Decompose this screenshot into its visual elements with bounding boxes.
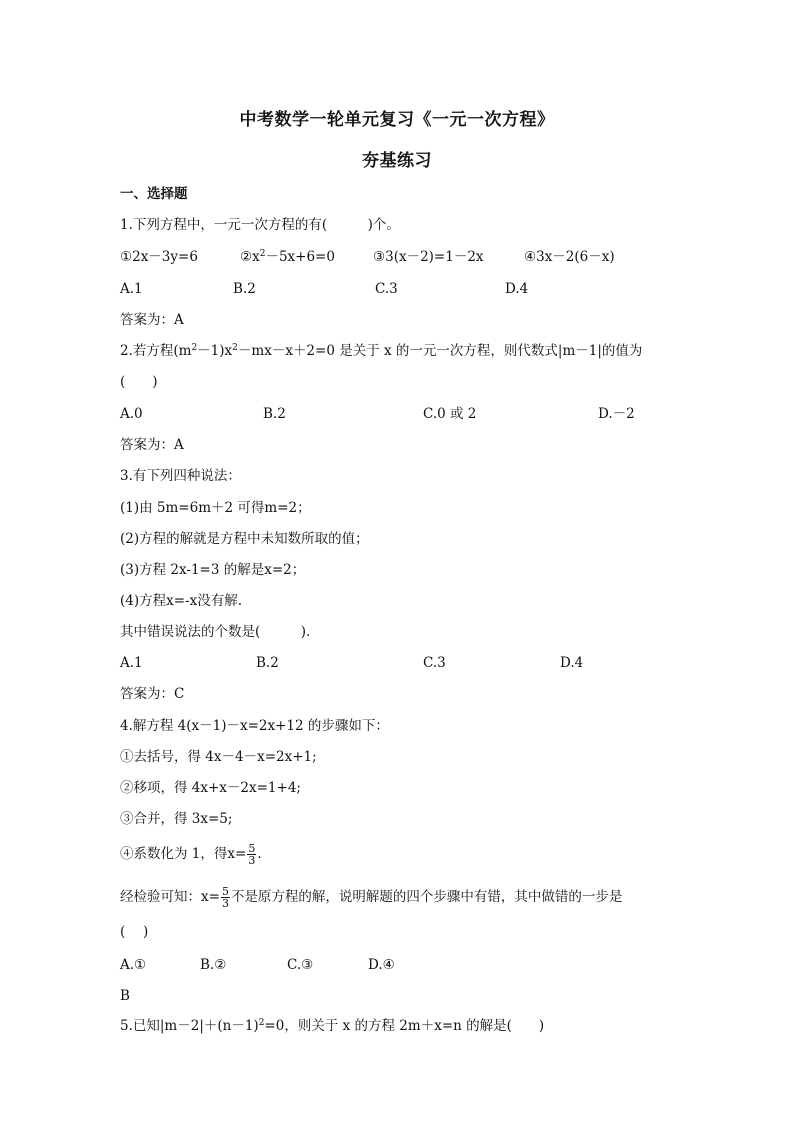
q4-option-c: C.③	[287, 957, 314, 973]
question-4-stem: 4.解方程 4(x－1)－x=2x+12 的步骤如下：	[120, 718, 389, 734]
q3-option-c: C.3	[423, 655, 446, 671]
q1-equation-4: ④3x－2(6－x)	[524, 249, 615, 265]
q1-equation-2: $②x^2-5x+6=0$	[240, 249, 335, 265]
q1-option-c: C.3	[375, 281, 398, 297]
q3-statement-3: (3)方程 2x-1=3 的解是x=2；	[120, 562, 306, 578]
q4-check: 经检验可知：x= $\frac{5}{3}$ 不是原方程的解，说明解题的四个步骤中有错，其中做错的一步是	[120, 885, 623, 910]
section-heading: 一、选择题	[120, 186, 188, 202]
q3-statement-4: (4)方程x=-x没有解.	[120, 593, 243, 609]
q3-statement-2: (2)方程的解就是方程中未知数所取的值；	[120, 531, 369, 547]
q3-option-d: D.4	[560, 655, 584, 671]
q4-step-3: ③合并，得 3x=5;	[120, 811, 233, 827]
q1-equation-3: ③3(x－2)=1－2x	[373, 249, 484, 265]
q4-step-4: ④系数化为 1，得x= $\frac{5}{3}$ .	[120, 842, 262, 867]
q4-step-2: ②移项，得 4x+x－2x=1+4;	[120, 780, 301, 796]
q2-answer: 答案为：A	[120, 437, 184, 453]
q3-option-a: A.1	[120, 655, 143, 671]
question-5-stem: 5.已知$|m-2|+(n-1)^2=0$，则关于 x 的方程 2m＋x=n 的解是( )	[120, 1018, 545, 1034]
document-title: 中考数学一轮单元复习《一元一次方程》	[239, 110, 555, 130]
document-subtitle: 夯基练习	[362, 151, 432, 171]
q2-option-a: A.0	[120, 406, 143, 422]
q4-option-a: A.①	[120, 957, 147, 973]
q1-option-b: B.2	[233, 281, 256, 297]
q2-answer-paren: ( )	[120, 374, 158, 390]
q4-step-1: ①去括号，得 4x－4－x=2x+1;	[120, 749, 317, 765]
q1-equation-1: ①2x－3y=6	[120, 249, 198, 265]
q3-answer: 答案为：C	[120, 686, 185, 702]
q3-ask: 其中错误说法的个数是( ).	[120, 624, 311, 640]
q2-option-b: B.2	[263, 406, 286, 422]
question-2-stem: 2.若方程$(m^2-1)x^2-mx-x+2=0$ 是关于 x 的一元一次方程，则代数式|m－1|的值为	[120, 343, 643, 359]
q4-answer: B	[120, 988, 130, 1004]
fraction-five-thirds: $\frac{5}{3}$	[221, 885, 229, 910]
q1-option-a: A.1	[120, 281, 143, 297]
q1-answer: 答案为：A	[120, 312, 184, 328]
fraction-five-thirds: $\frac{5}{3}$	[248, 842, 256, 867]
q4-option-d: D.④	[368, 957, 395, 973]
question-1-stem: 1.下列方程中，一元一次方程的有( )个。	[120, 217, 400, 233]
q3-statement-1: (1)由 5m=6m＋2 可得m=2；	[120, 500, 311, 516]
q1-option-d: D.4	[505, 281, 529, 297]
question-3-stem: 3.有下列四种说法：	[120, 468, 241, 484]
q4-answer-paren: ( )	[120, 924, 149, 940]
q2-option-c: C.0 或 2	[423, 406, 477, 422]
q3-option-b: B.2	[256, 655, 279, 671]
q2-option-d: D.－2	[598, 406, 635, 422]
q4-option-b: B.②	[200, 957, 227, 973]
